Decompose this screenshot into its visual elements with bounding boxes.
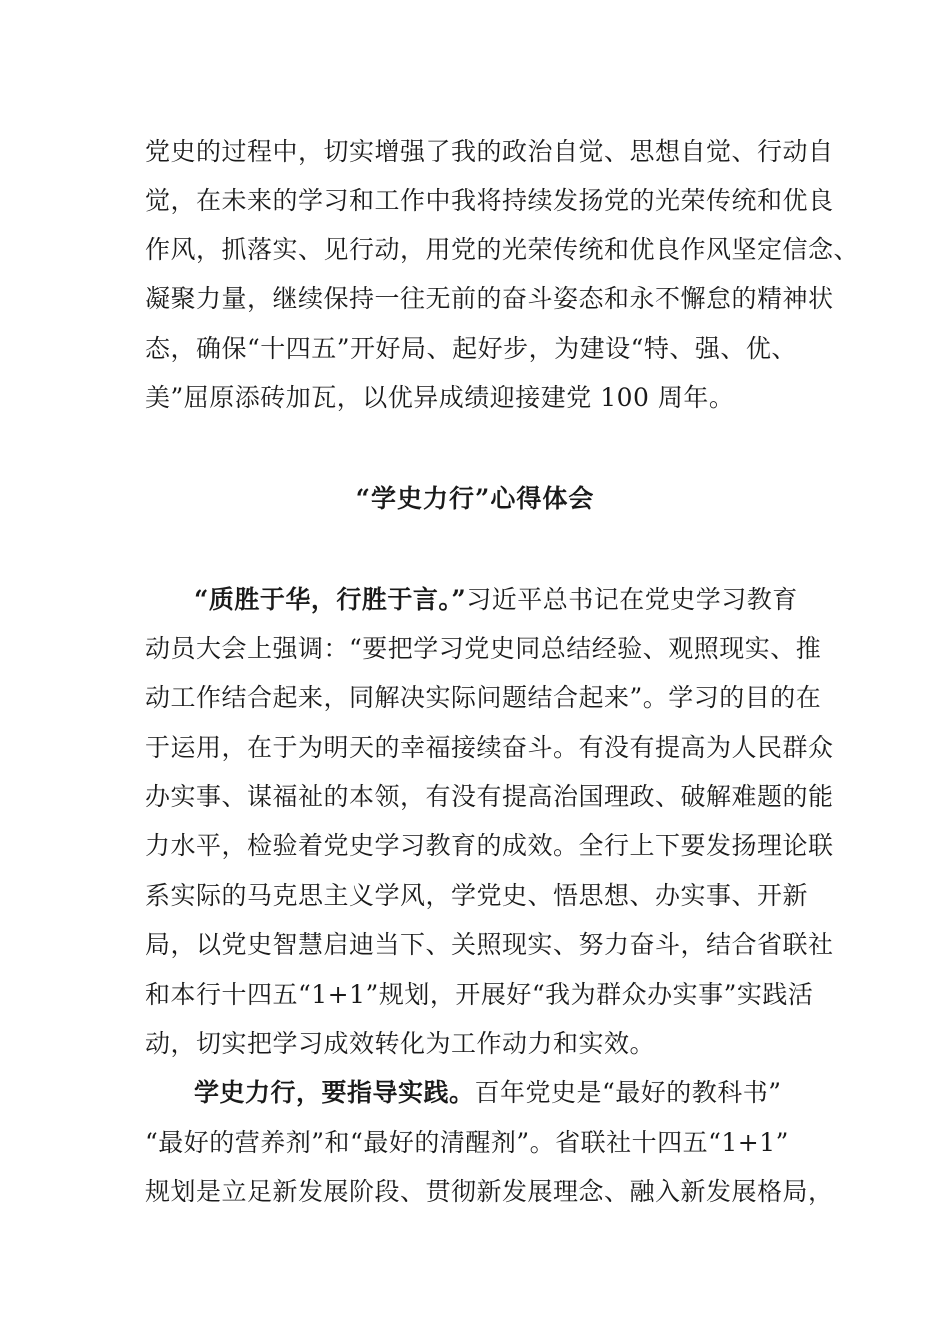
text-line: 系实际的马克思主义学风，学党史、悟思想、办实事、开新 bbox=[145, 881, 809, 910]
lead-quote: “质胜于华，行胜于言。” bbox=[194, 585, 467, 614]
text-line: 党史的过程中，切实增强了我的政治自觉、思想自觉、行动自 bbox=[145, 137, 834, 166]
section-title: “学史力行”心得体会 bbox=[355, 484, 595, 513]
text-line: 办实事、谋福祉的本领，有没有提高治国理政、破解难题的能 bbox=[145, 782, 834, 811]
lead-heading: 学史力行，要指导实践。 bbox=[194, 1078, 475, 1107]
text-line: 动员大会上强调：“要把学习党史同总结经验、观照现实、推 bbox=[145, 634, 822, 663]
text-line: 凝聚力量，继续保持一往无前的奋斗姿态和永不懈怠的精神状 bbox=[145, 284, 834, 313]
text-line: 规划是立足新发展阶段、贯彻新发展理念、融入新发展格局， bbox=[145, 1177, 834, 1206]
text-line: 觉，在未来的学习和工作中我将持续发扬党的光荣传统和优良 bbox=[145, 186, 834, 215]
text-line: 于运用，在于为明天的幸福接续奋斗。有没有提高为人民群众 bbox=[145, 733, 834, 762]
paragraph-first-line bbox=[194, 1077, 782, 1109]
text-line: 局，以党史智慧启迪当下、关照现实、努力奋斗，结合省联社 bbox=[145, 930, 834, 959]
text-line: 态，确保“十四五”开好局、起好步，为建设“特、强、优、 bbox=[145, 334, 797, 363]
text-line: “最好的营养剂”和“最好的清醒剂”。省联社十四五“1+1” bbox=[145, 1128, 789, 1157]
paragraph-first-line bbox=[194, 584, 798, 616]
text-line: 动，切实把学习成效转化为工作动力和实效。 bbox=[145, 1029, 656, 1058]
lead-text: 百年党史是“最好的教科书” bbox=[474, 1078, 782, 1107]
text-line: 动工作结合起来，同解决实际问题结合起来”。学习的目的在 bbox=[145, 683, 822, 712]
text-line: 美”屈原添砖加瓦，以优异成绩迎接建党 100 周年。 bbox=[145, 383, 735, 412]
text-line: 作风，抓落实、见行动，用党的光荣传统和优良作风坚定信念、 bbox=[145, 235, 860, 264]
lead-text: 习近平总书记在党史学习教育 bbox=[466, 585, 798, 614]
text-line: 和本行十四五“1+1”规划，开展好“我为群众办实事”实践活 bbox=[145, 980, 814, 1009]
text-line: 力水平，检验着党史学习教育的成效。全行上下要发扬理论联 bbox=[145, 831, 834, 860]
